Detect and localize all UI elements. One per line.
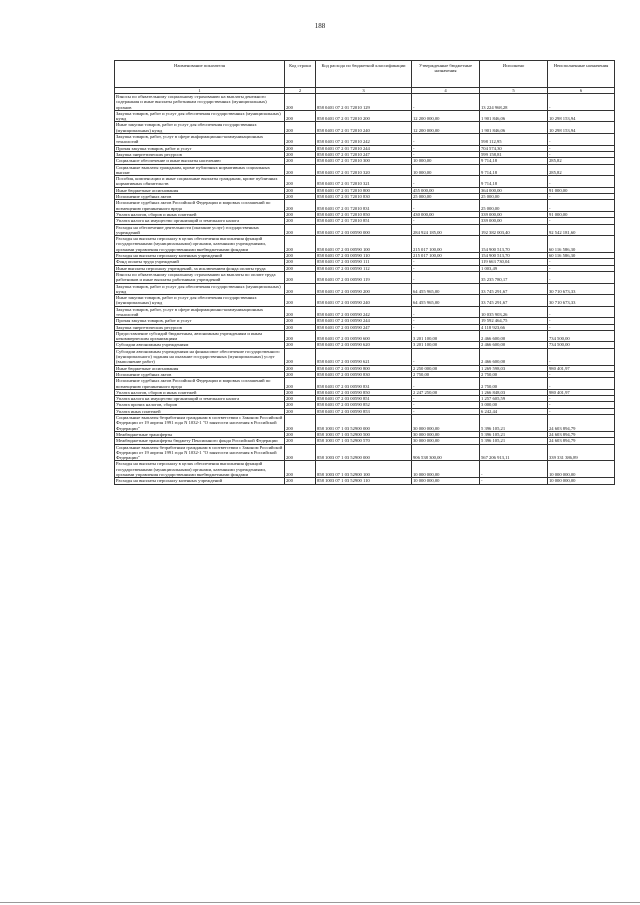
unexecuted-amount: 339 331 386,89 [548,444,615,461]
executed-amount: 119 663 730,04 [480,259,548,265]
table-row [115,134,615,146]
indicator-name: Иные бюджетные ассигнования [115,365,285,371]
line-code: 200 [285,415,316,432]
column-number: 1 [115,88,285,94]
executed-amount: 3 000,00 [480,402,548,408]
indicator-name: Межбюджетные трансферты [115,431,285,437]
unexecuted-amount: - [548,408,615,414]
indicator-name: Закупка товаров, работ, услуг в сфере информационно-коммуникационных технологий [115,306,285,318]
indicator-name: Расходы на выплаты персоналу казенных учреждений [115,478,285,484]
line-code: 200 [285,110,316,122]
executed-amount: 339 000,00 [480,211,548,217]
line-code: 200 [285,122,316,134]
budget-classification-code: 858 0401 07 2 03 00590 112 [316,265,412,271]
executed-amount: 704 574,30 [480,145,548,151]
approved-amount: 64 455 965,00 [412,283,480,295]
line-code: 200 [285,444,316,461]
table-row [115,330,615,342]
approved-amount: 25 000,00 [412,194,480,200]
budget-classification-code: 858 0401 07 2 03 00590 831 [316,378,412,390]
unexecuted-amount: - [548,306,615,318]
indicator-name: Закупка энергетических ресурсов [115,151,285,157]
approved-amount: - [412,265,480,271]
indicator-name: Уплата прочих налогов, сборов [115,402,285,408]
line-code: 200 [285,271,316,283]
line-code: 200 [285,164,316,176]
indicator-name: Иные бюджетные ассигнования [115,187,285,193]
column-number: 3 [316,88,412,94]
page-number: 188 [314,22,326,30]
approved-amount: 12 200 000,00 [412,122,480,134]
table-row [115,378,615,390]
line-code: 200 [285,265,316,271]
line-code: 200 [285,431,316,437]
budget-classification-code: 858 0401 07 2 03 00590 247 [316,324,412,330]
unexecuted-amount: 60 116 586,30 [548,236,615,253]
executed-amount: 154 900 513,70 [480,236,548,253]
approved-amount: 455 000,00 [412,187,480,193]
indicator-name: Пособия, компенсации и иные социальные выплаты гражданам, кроме публичных нормативных обязательств [115,176,285,188]
executed-amount: 1 003,49 [480,265,548,271]
line-code: 200 [285,348,316,365]
executed-amount: 9 714,18 [480,158,548,164]
budget-classification-code: 858 0401 07 2 03 00590 621 [316,348,412,365]
budget-classification-code: 858 0401 07 2 03 00590 119 [316,271,412,283]
table-row [115,283,615,295]
column-number: 2 [285,88,316,94]
approved-amount: - [412,348,480,365]
table-row [115,236,615,253]
executed-amount: 2 466 600,00 [480,342,548,348]
indicator-name: Иные закупки товаров, работ и услуг для обеспечения государственных (муниципальных) нужд [115,295,285,307]
approved-amount: 3 201 100,00 [412,330,480,342]
indicator-name: Иные выплаты персоналу учреждений, за исключением фонда оплаты труда [115,265,285,271]
unexecuted-amount: 285,82 [548,158,615,164]
approved-amount: - [412,306,480,318]
approved-amount: - [412,396,480,402]
approved-amount: - [412,134,480,146]
budget-classification-code: 858 0401 07 2 03 00590 851 [316,396,412,402]
indicator-name: Закупка энергетических ресурсов [115,324,285,330]
unexecuted-amount: - [548,348,615,365]
budget-classification-code: 858 0401 07 2 01 72010 200 [316,110,412,122]
indicator-name: Закупка товаров, работ и услуг для обеспечения государственных (муниципальных) нужд [115,110,285,122]
executed-amount: 599 158,81 [480,151,548,157]
table-row [115,224,615,236]
budget-classification-code: 858 0401 07 2 01 72010 321 [316,176,412,188]
approved-amount: - [412,94,480,111]
unexecuted-amount: - [548,271,615,283]
table-header-row [115,61,615,88]
indicator-name: Расходы на обеспечение деятельности (оказание услуг) государственных учреждений [115,224,285,236]
line-code: 200 [285,94,316,111]
unexecuted-amount: - [548,265,615,271]
line-code: 200 [285,295,316,307]
line-code: 200 [285,145,316,151]
executed-amount: 364 000,00 [480,187,548,193]
line-code: 200 [285,396,316,402]
header-line-code: Код строки [285,61,316,88]
unexecuted-amount: 734 500,00 [548,330,615,342]
table-row [115,461,615,478]
table-row [115,415,615,432]
indicator-name: Исполнение судебных актов Российской Федерации и мировых соглашений по возмещению причиненного вреда [115,200,285,212]
budget-classification-code: 858 0401 07 2 03 00590 830 [316,371,412,377]
line-code: 200 [285,402,316,408]
line-code: 200 [285,259,316,265]
budget-classification-code: 858 0401 07 2 03 00590 200 [316,283,412,295]
executed-amount: 2 750,00 [480,371,548,377]
budget-classification-code: 858 0401 07 2 03 00590 242 [316,306,412,318]
unexecuted-amount: 91 000,00 [548,187,615,193]
budget-classification-code: 858 0401 07 2 03 00590 000 [316,224,412,236]
unexecuted-amount: - [548,151,615,157]
table-row [115,200,615,212]
unexecuted-amount: 30 710 673,33 [548,295,615,307]
table-row [115,164,615,176]
unexecuted-amount: 24 603 894,79 [548,438,615,444]
approved-amount: 430 000,00 [412,211,480,217]
approved-amount: 2 250 000,00 [412,365,480,371]
unexecuted-amount: 734 500,00 [548,342,615,348]
unexecuted-amount: - [548,318,615,324]
budget-classification-code: 858 1003 07 1 03 52900 000 [316,444,412,461]
unexecuted-amount: - [548,396,615,402]
executed-amount: 2 466 600,00 [480,348,548,365]
executed-amount: 19 592 464,75 [480,318,548,324]
budget-classification-code: 858 1001 07 1 03 52900 000 [316,415,412,432]
approved-amount: 2 750,00 [412,371,480,377]
executed-amount: 2 466 600,00 [480,330,548,342]
indicator-name: Иные закупки товаров, работ и услуг для обеспечения государственных (муниципальных) нужд [115,122,285,134]
budget-classification-code: 858 0401 07 2 03 00590 240 [316,295,412,307]
line-code: 200 [285,187,316,193]
budget-classification-code: 858 0401 07 2 01 72010 240 [316,122,412,134]
executed-amount: 1 266 848,03 [480,389,548,395]
approved-amount: - [412,408,480,414]
unexecuted-amount: - [548,402,615,408]
indicator-name: Социальные выплаты безработным гражданам в соответствии с Законом Российской Федерации от 19 апреля 1991 года N 1032-1 "О занятости населения в Российской Федерации" [115,415,285,432]
column-number: 6 [548,88,615,94]
indicator-name: Прочая закупка товаров, работ и услуг [115,145,285,151]
unexecuted-amount: - [548,145,615,151]
indicator-name: Уплата налога на имущество организаций и земельного налога [115,218,285,224]
table-row [115,306,615,318]
budget-classification-code: 858 1001 07 1 03 52900 570 [316,438,412,444]
line-code: 200 [285,330,316,342]
unexecuted-amount: 10 298 153,94 [548,122,615,134]
budget-classification-code: 858 0401 07 2 03 00590 800 [316,365,412,371]
budget-classification-code: 858 0401 07 2 03 00590 853 [316,408,412,414]
approved-amount: 30 000 000,00 [412,431,480,437]
line-code: 200 [285,371,316,377]
approved-amount: - [412,259,480,265]
indicator-name: Уплата налогов, сборов и иных платежей [115,211,285,217]
line-code: 200 [285,378,316,390]
indicator-name: Исполнение судебных актов Российской Федерации и мировых соглашений по возмещению причиненного вреда [115,378,285,390]
unexecuted-amount: - [548,324,615,330]
executed-amount: 598 112,95 [480,134,548,146]
approved-amount: - [412,151,480,157]
line-code: 200 [285,306,316,318]
column-number: 5 [480,88,548,94]
approved-amount: - [412,402,480,408]
approved-amount: 12 200 000,00 [412,110,480,122]
line-code: 200 [285,224,316,236]
header-budget-code: Код расхода по бюджетной классификации [316,61,412,88]
unexecuted-amount: - [548,200,615,212]
indicator-name: Расходы на выплаты персоналу в целях обеспечения выполнения функций государственными (муниципальными) органами, казенными учреждениями, органами управления государственными внебюджетными фондами [115,236,285,253]
indicator-name: Предоставление субсидий бюджетным, автономным учреждениям и иным некоммерческим организациям [115,330,285,342]
header-indicator-name: Наименование показателя [115,61,285,88]
unexecuted-amount: 980 401,97 [548,389,615,395]
unexecuted-amount: - [548,218,615,224]
indicator-name: Уплата налога на имущество организаций и земельного налога [115,396,285,402]
executed-amount: 339 000,00 [480,218,548,224]
line-code: 200 [285,365,316,371]
budget-classification-code: 858 0401 07 2 01 72010 850 [316,211,412,217]
line-code: 200 [285,218,316,224]
approved-amount: 64 455 965,00 [412,295,480,307]
table-row [115,176,615,188]
unexecuted-amount: - [548,134,615,146]
approved-amount: 215 017 100,00 [412,253,480,259]
indicator-name: Уплата иных платежей [115,408,285,414]
budget-classification-code: 858 0401 07 2 01 72010 800 [316,187,412,193]
approved-amount: - [412,271,480,283]
indicator-name: Социальные выплаты гражданам, кроме публичных нормативных социальных выплат [115,164,285,176]
approved-amount: - [412,176,480,188]
header-unexecuted: Неисполненные назначения [548,61,615,88]
unexecuted-amount: - [548,194,615,200]
unexecuted-amount: - [548,371,615,377]
budget-classification-code: 858 0401 07 2 03 00590 100 [316,236,412,253]
table-row [115,94,615,111]
indicator-name: Межбюджетные трансферты бюджету Пенсионного фонда Российской Федерации [115,438,285,444]
budget-classification-code: 858 0401 07 2 01 72010 129 [316,94,412,111]
line-code: 200 [285,461,316,478]
executed-amount: 33 745 291,67 [480,283,548,295]
executed-amount: 154 900 513,70 [480,253,548,259]
indicator-name: Социальное обеспечение и иные выплаты населению [115,158,285,164]
approved-amount: - [412,218,480,224]
approved-amount: 30 000 000,00 [412,415,480,432]
budget-classification-code: 858 0401 07 2 03 00590 600 [316,330,412,342]
executed-amount: 9 714,18 [480,164,548,176]
indicator-name: Социальные выплаты безработным гражданам в соответствии с Законом Российской Федерации от 19 апреля 1991 года N 1032-1 "О занятости населения в Российской Федерации" [115,444,285,461]
header-approved: Утвержденные бюджетные назначения [412,61,480,88]
approved-amount: - [412,378,480,390]
budget-classification-code: 858 0401 07 2 01 72010 244 [316,145,412,151]
unexecuted-amount: 10 000 000,00 [548,461,615,478]
unexecuted-amount: 91 000,00 [548,211,615,217]
indicator-name: Субсидии автономным учреждениям на финансовое обеспечение государственного (муниципального) задания на оказание государственных (муниципальных) услуг (выполнение работ) [115,348,285,365]
executed-amount: 25 000,00 [480,200,548,212]
line-code: 200 [285,176,316,188]
budget-classification-code: 858 0401 07 2 01 72010 242 [316,134,412,146]
approved-amount: 215 017 100,00 [412,236,480,253]
line-code: 200 [285,342,316,348]
table-row [115,444,615,461]
indicator-name: Расходы на выплаты персоналу казенных учреждений [115,253,285,259]
budget-classification-code: 858 0401 07 2 01 72010 830 [316,194,412,200]
budget-classification-code: 858 0401 07 2 03 00590 850 [316,389,412,395]
header-executed: Исполнено [480,61,548,88]
executed-amount: 5 396 105,21 [480,431,548,437]
unexecuted-amount: 30 710 673,33 [548,283,615,295]
executed-amount: 1 269 598,03 [480,365,548,371]
line-code: 200 [285,324,316,330]
budget-classification-code: 858 0401 07 2 01 72010 300 [316,158,412,164]
executed-amount: 567 206 913,11 [480,444,548,461]
unexecuted-amount: 60 116 586,30 [548,253,615,259]
executed-amount: 13 224 968,28 [480,94,548,111]
line-code: 200 [285,158,316,164]
indicator-name: Исполнение судебных актов [115,371,285,377]
indicator-name: Закупка товаров, работ и услуг для обеспечения государственных (муниципальных) нужд [115,283,285,295]
budget-classification-code: 858 1003 07 1 03 52900 110 [316,478,412,484]
approved-amount: - [412,145,480,151]
unexecuted-amount: 24 603 894,79 [548,431,615,437]
indicator-name: Расходы на выплаты персоналу в целях обеспечения выполнения функций государственными (муниципальными) органами, казенными учреждениями, органами управления государственными внебюджетными фондами [115,461,285,478]
unexecuted-amount: - [548,378,615,390]
approved-amount: 284 924 185,00 [412,224,480,236]
budget-classification-code: 858 0401 07 2 03 00590 620 [316,342,412,348]
line-code: 200 [285,253,316,259]
unexecuted-amount: - [548,259,615,265]
budget-classification-code: 858 0401 07 2 03 00590 110 [316,253,412,259]
approved-amount: - [412,318,480,324]
budget-classification-code: 858 0401 07 2 03 00590 852 [316,402,412,408]
executed-amount: 1 901 846,06 [480,122,548,134]
line-code: 200 [285,194,316,200]
executed-amount: 10 035 903,26 [480,306,548,318]
table-row [115,295,615,307]
executed-amount: 35 235 780,17 [480,271,548,283]
approved-amount: 10 000,00 [412,158,480,164]
approved-amount: 906 538 300,00 [412,444,480,461]
table-row [115,348,615,365]
executed-amount: 6 242,44 [480,408,548,414]
budget-execution-table [114,60,615,485]
unexecuted-amount: - [548,94,615,111]
approved-amount: 2 247 250,00 [412,389,480,395]
indicator-name: Исполнение судебных актов [115,194,285,200]
indicator-name: Взносы по обязательному социальному страхованию на выплаты по оплате труда работников и иные выплаты работникам учреждений [115,271,285,283]
executed-amount: - [480,478,548,484]
line-code: 200 [285,211,316,217]
budget-classification-code: 858 0401 07 2 01 72010 247 [316,151,412,157]
executed-amount: 192 382 003,40 [480,224,548,236]
executed-amount: 5 396 105,21 [480,438,548,444]
indicator-name: Прочая закупка товаров, работ и услуг [115,318,285,324]
line-code: 200 [285,438,316,444]
line-code: 200 [285,283,316,295]
budget-classification-code: 858 0401 07 2 01 72010 320 [316,164,412,176]
unexecuted-amount: - [548,176,615,188]
approved-amount: - [412,200,480,212]
indicator-name: Уплата налогов, сборов и иных платежей [115,389,285,395]
executed-amount: 33 745 291,67 [480,295,548,307]
executed-amount: 4 118 923,66 [480,324,548,330]
indicator-name: Закупка товаров, работ, услуг в сфере информационно-коммуникационных технологий [115,134,285,146]
line-code: 200 [285,408,316,414]
indicator-name: Взносы по обязательному социальному страхованию на выплаты денежного содержания и иные выплаты работникам государственных (муниципальных) органов [115,94,285,111]
approved-amount: 10 000 000,00 [412,461,480,478]
line-code: 200 [285,134,316,146]
table-row [115,110,615,122]
approved-amount: 3 201 100,00 [412,342,480,348]
unexecuted-amount: 10 298 153,94 [548,110,615,122]
executed-amount: 25 000,00 [480,194,548,200]
executed-amount: 5 396 105,21 [480,415,548,432]
indicator-name: Фонд оплаты труда учреждений [115,259,285,265]
executed-amount: 9 714,18 [480,176,548,188]
line-code: 200 [285,478,316,484]
table-row [115,122,615,134]
budget-classification-code: 858 0401 07 2 03 00590 111 [316,259,412,265]
line-code: 200 [285,200,316,212]
unexecuted-amount: 10 000 000,00 [548,478,615,484]
executed-amount: 1 257 605,59 [480,396,548,402]
budget-classification-code: 858 0401 07 2 03 00590 244 [316,318,412,324]
table-row [115,271,615,283]
column-number: 4 [412,88,480,94]
page-bottom-rule [0,902,640,903]
line-code: 200 [285,389,316,395]
table-row [115,478,615,484]
approved-amount: 10 000,00 [412,164,480,176]
table-body [115,94,615,485]
unexecuted-amount: 980 401,97 [548,365,615,371]
unexecuted-amount: 285,82 [548,164,615,176]
budget-classification-code: 858 0401 07 2 01 72010 851 [316,218,412,224]
approved-amount: - [412,324,480,330]
approved-amount: 10 000 000,00 [412,478,480,484]
unexecuted-amount: 92 542 181,60 [548,224,615,236]
budget-classification-code: 858 1001 07 1 03 52900 500 [316,431,412,437]
executed-amount: 1 901 846,06 [480,110,548,122]
line-code: 200 [285,151,316,157]
budget-classification-code: 858 1003 07 1 03 52900 100 [316,461,412,478]
budget-classification-code: 858 0401 07 2 01 72010 831 [316,200,412,212]
executed-amount: - [480,461,548,478]
executed-amount: 2 750,00 [480,378,548,390]
approved-amount: 30 000 000,00 [412,438,480,444]
unexecuted-amount: 24 603 894,79 [548,415,615,432]
line-code: 200 [285,318,316,324]
indicator-name: Субсидии автономным учреждениям [115,342,285,348]
line-code: 200 [285,236,316,253]
